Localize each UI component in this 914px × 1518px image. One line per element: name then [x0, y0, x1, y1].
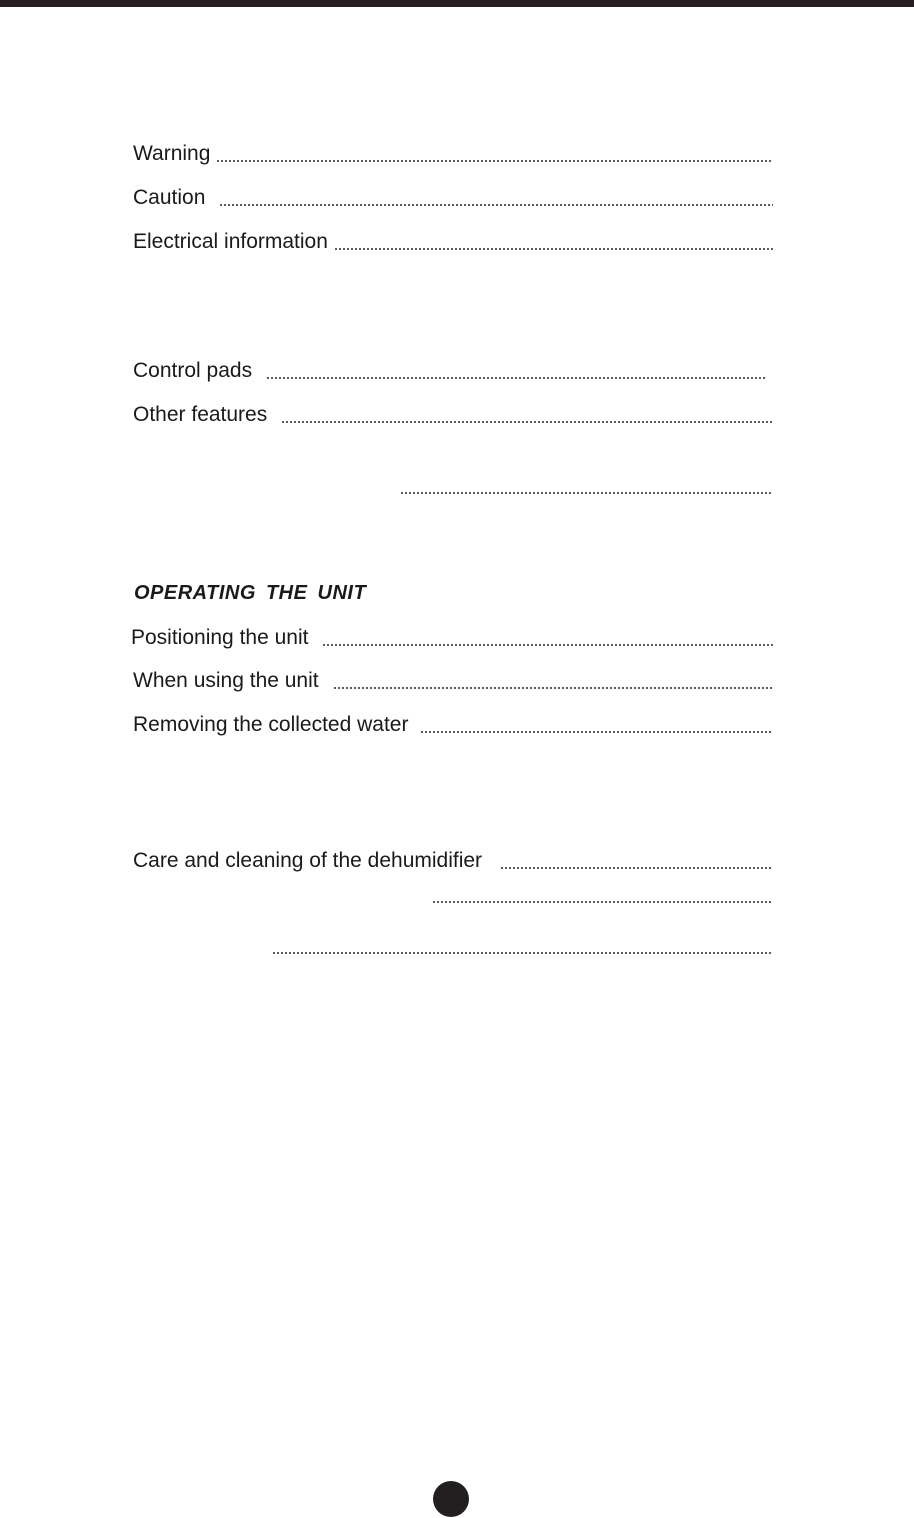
toc-label-electrical-information: Electrical information [133, 230, 328, 253]
toc-label-when-using-the-unit: When using the unit [133, 669, 319, 692]
toc-entry-care-and-cleaning[interactable] [133, 848, 771, 874]
dot-leader [322, 644, 773, 646]
toc-entry-unlabeled-3[interactable] [272, 952, 773, 959]
page-number-dot [433, 1481, 469, 1517]
toc-entry-positioning-the-unit[interactable] [131, 625, 773, 651]
dot-leader [219, 204, 773, 206]
toc-entry-electrical-information[interactable] [133, 229, 773, 255]
toc-entry-removing-the-collected-water[interactable] [133, 712, 773, 738]
dot-leader [216, 160, 773, 162]
toc-label-warning: Warning [133, 142, 211, 165]
toc-label-caution: Caution [133, 186, 206, 209]
top-border-bar [0, 0, 914, 7]
dot-leader [272, 952, 773, 954]
toc-label-positioning-the-unit: Positioning the unit [131, 626, 309, 649]
toc-entry-unlabeled-2[interactable] [432, 901, 771, 908]
toc-entry-warning[interactable] [133, 141, 773, 167]
dot-leader [500, 867, 771, 869]
toc-label-removing-the-collected-water: Removing the collected water [133, 713, 409, 736]
dot-leader [334, 248, 773, 250]
toc-entry-other-features[interactable] [133, 402, 773, 428]
dot-leader [333, 687, 773, 689]
dot-leader [420, 731, 773, 733]
dot-leader [281, 421, 773, 423]
toc-entry-control-pads[interactable] [133, 358, 773, 384]
toc-label-other-features: Other features [133, 403, 268, 426]
toc-label-control-pads: Control pads [133, 359, 253, 382]
dot-leader [400, 492, 773, 494]
dot-leader [266, 377, 767, 379]
toc-entry-unlabeled-1[interactable] [400, 492, 773, 499]
section-heading-operating-the-unit: OPERATING THE UNIT [134, 582, 367, 604]
toc-entry-caution[interactable] [133, 185, 773, 211]
toc-entry-when-using-the-unit[interactable] [133, 668, 773, 694]
dot-leader [432, 901, 771, 903]
toc-label-care-and-cleaning: Care and cleaning of the dehumidifier [133, 849, 483, 872]
